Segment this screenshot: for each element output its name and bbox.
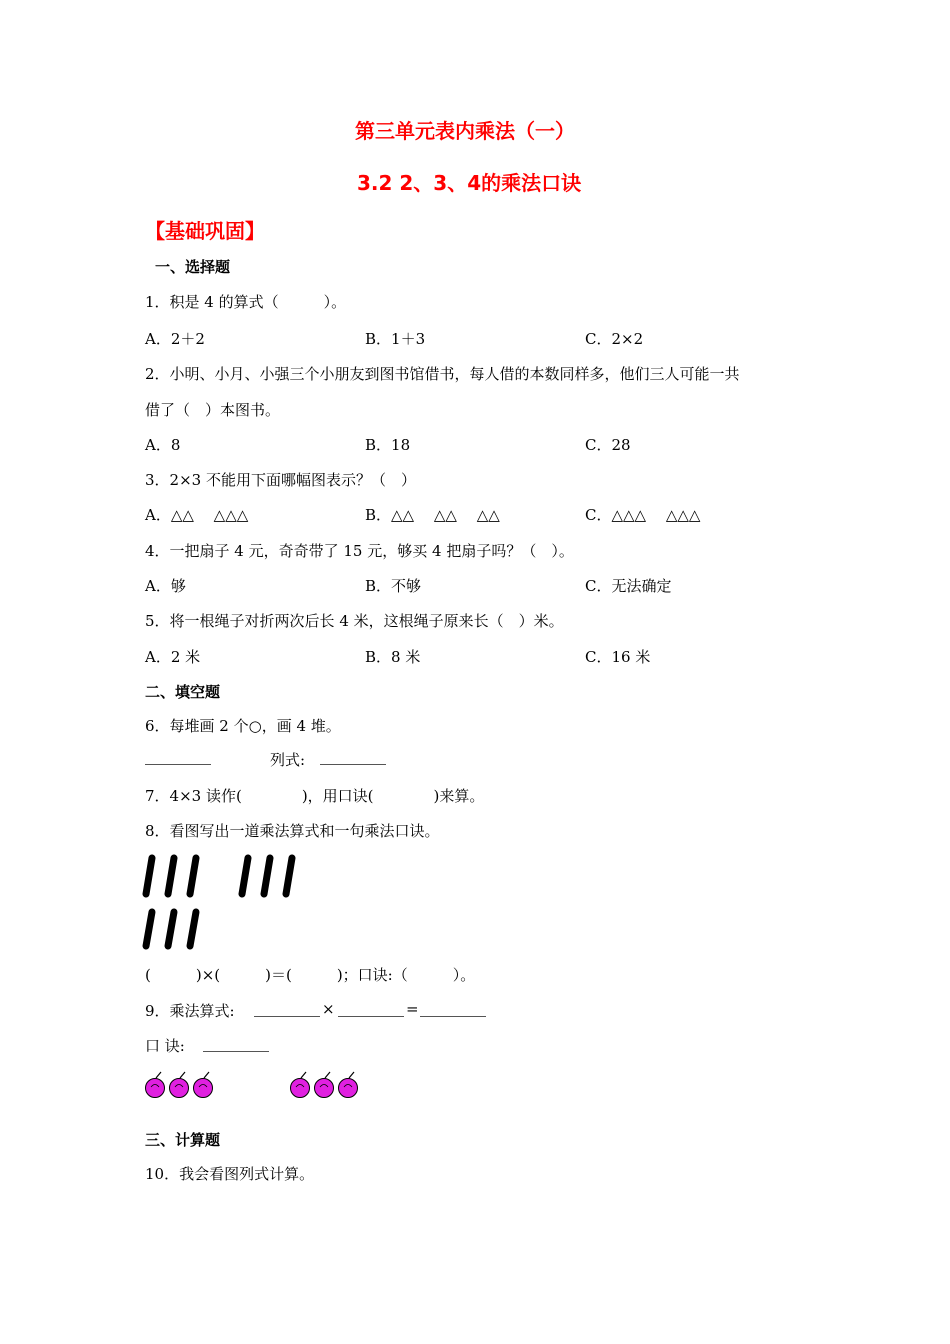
q3-option-c: C．△△△ △△△ [585,506,701,524]
section-fill-heading: 二、填空题 [145,683,221,701]
section-tag: 【基础巩固】 [145,219,265,243]
apple-icon [291,1072,310,1098]
section-choice-heading: 一、选择题 [155,258,231,276]
page-title: 第三单元表内乘法（一） [355,119,575,143]
section-calc-heading: 三、计算题 [145,1131,221,1149]
apple-icon [146,1072,165,1098]
stick [190,858,196,894]
q4-option-a: A．够 [145,577,186,595]
q2-option-b: B．18 [365,436,411,454]
stick [168,858,174,894]
q9-verse-blank[interactable] [203,1037,269,1056]
q3-option-a: A．△△ △△△ [145,506,249,524]
q9-verse-label: 口 诀: [145,1037,185,1055]
q6-formula-label: 列式: [270,751,306,769]
q9-blank-1[interactable] [254,1002,320,1021]
question-7: 7．4×3 读作( )，用口诀( )来算。 [145,787,485,805]
q5-option-b: B．8 米 [365,648,421,666]
q1-option-a: A．2＋2 [145,330,205,348]
stick [168,912,174,946]
stick [190,912,196,946]
question-6: 6．每堆画 2 个○，画 4 堆。 [145,717,341,735]
apples-svg [143,1070,383,1106]
question-8: 8．看图写出一道乘法算式和一句乘法口诀。 [145,822,440,840]
question-2-line-1: 2．小明、小月、小强三个小朋友到图书馆借书，每人借的本数同样多，他们三人可能一共 [145,365,740,383]
sticks-svg [140,850,300,960]
q2-option-a: A．8 [145,436,181,454]
question-1: 1．积是 4 的算式（ ）。 [145,293,347,311]
stick [264,858,270,894]
question-5: 5．将一根绳子对折两次后长 4 米，这根绳子原来长（ ）米。 [145,612,564,630]
q9-label: 9．乘法算式: [145,1002,235,1020]
q9-equals-sign: = [406,1000,419,1018]
apple-icon [315,1072,334,1098]
q5-option-a: A．2 米 [145,648,201,666]
stick [146,858,152,894]
q8-answer-line: ( )×( )＝( )；口诀:（ ）。 [145,966,476,984]
q1-option-b: B．1＋3 [365,330,426,348]
q5-option-c: C．16 米 [585,648,651,666]
stick [146,912,152,946]
q9-blank-2[interactable] [338,1002,404,1021]
page-subtitle: 3.2 2、3、4的乘法口诀 [357,171,582,195]
q3-option-b: B．△△ △△ △△ [365,506,500,524]
question-10: 10．我会看图列式计算。 [145,1165,315,1183]
q9-blank-3[interactable] [420,1002,486,1021]
q4-option-c: C．无法确定 [585,577,672,595]
stick [242,858,248,894]
question-3: 3．2×3 不能用下面哪幅图表示？（ ） [145,471,416,489]
q4-option-b: B．不够 [365,577,422,595]
q6-formula-blank[interactable] [320,750,386,769]
question-4: 4．一把扇子 4 元，奇奇带了 15 元，够买 4 把扇子吗？（ ）。 [145,542,574,560]
apple-icon [339,1072,358,1098]
q9-times-sign: × [322,1000,335,1018]
q2-option-c: C．28 [585,436,631,454]
apple-icon [170,1072,189,1098]
question-2-line-2: 借了（ ）本图书。 [145,401,281,419]
apple-icon [194,1072,213,1098]
stick [286,858,292,894]
q1-option-c: C．2×2 [585,330,644,348]
q6-answer-blank[interactable] [145,750,211,769]
